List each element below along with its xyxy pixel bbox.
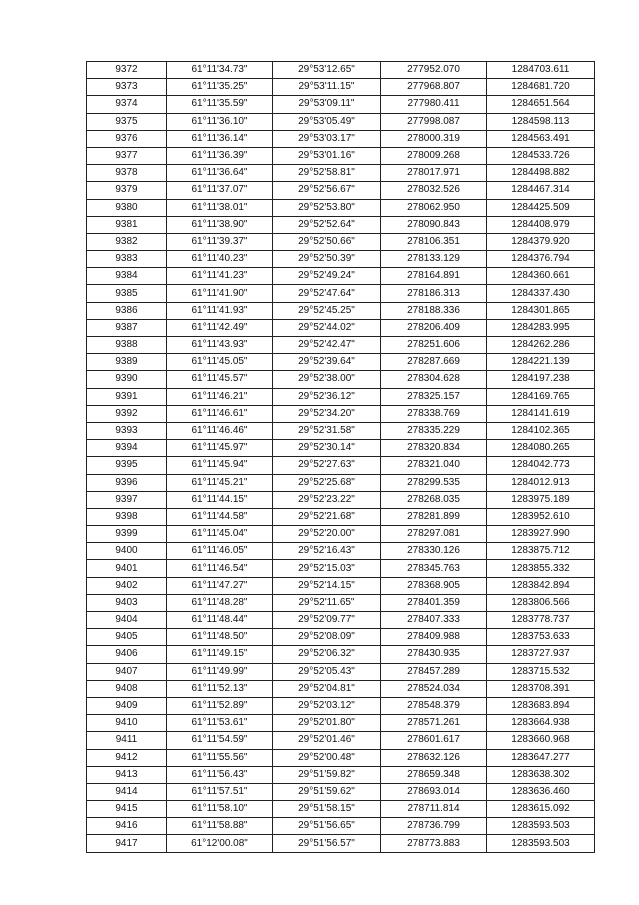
longitude-cell: 29°52'01.46" (273, 732, 381, 749)
longitude-cell: 29°52'15.03" (273, 560, 381, 577)
easting-cell: 278287.669 (381, 354, 487, 371)
table-row (87, 457, 595, 474)
point-number-cell: 9390 (87, 371, 167, 388)
northing-cell: 1283593.503 (487, 835, 595, 852)
northing-cell: 1284563.491 (487, 130, 595, 147)
easting-cell: 278000.319 (381, 130, 487, 147)
latitude-cell: 61°11'54.59" (167, 732, 273, 749)
point-number-cell: 9383 (87, 251, 167, 268)
longitude-cell: 29°52'50.39" (273, 251, 381, 268)
longitude-cell: 29°53'09.11" (273, 96, 381, 113)
longitude-cell: 29°52'09.77" (273, 612, 381, 629)
point-number-cell: 9408 (87, 680, 167, 697)
northing-cell: 1283855.332 (487, 560, 595, 577)
northing-cell: 1284498.882 (487, 165, 595, 182)
table-row (87, 285, 595, 302)
longitude-cell: 29°52'36.12" (273, 388, 381, 405)
table-row (87, 268, 595, 285)
table-row (87, 182, 595, 199)
point-number-cell: 9407 (87, 663, 167, 680)
table-row (87, 577, 595, 594)
longitude-cell: 29°52'00.48" (273, 749, 381, 766)
latitude-cell: 61°11'36.14" (167, 130, 273, 147)
table-row (87, 508, 595, 525)
latitude-cell: 61°11'39.37" (167, 233, 273, 250)
easting-cell: 277968.807 (381, 79, 487, 96)
longitude-cell: 29°52'06.32" (273, 646, 381, 663)
easting-cell: 278632.126 (381, 749, 487, 766)
point-number-cell: 9413 (87, 766, 167, 783)
coordinates-table (86, 61, 595, 853)
table-row (87, 749, 595, 766)
latitude-cell: 61°11'45.57" (167, 371, 273, 388)
latitude-cell: 61°11'46.05" (167, 543, 273, 560)
point-number-cell: 9381 (87, 216, 167, 233)
northing-cell: 1283636.460 (487, 783, 595, 800)
table-row (87, 543, 595, 560)
point-number-cell: 9409 (87, 697, 167, 714)
northing-cell: 1284141.619 (487, 405, 595, 422)
northing-cell: 1284337.430 (487, 285, 595, 302)
northing-cell: 1284703.611 (487, 62, 595, 79)
point-number-cell: 9380 (87, 199, 167, 216)
point-number-cell: 9398 (87, 508, 167, 525)
longitude-cell: 29°52'04.81" (273, 680, 381, 697)
longitude-cell: 29°52'52.64" (273, 216, 381, 233)
point-number-cell: 9374 (87, 96, 167, 113)
easting-cell: 278251.606 (381, 337, 487, 354)
easting-cell: 278401.359 (381, 594, 487, 611)
latitude-cell: 61°11'56.43" (167, 766, 273, 783)
point-number-cell: 9415 (87, 801, 167, 818)
latitude-cell: 61°11'34.73" (167, 62, 273, 79)
table-row (87, 440, 595, 457)
easting-cell: 278524.034 (381, 680, 487, 697)
longitude-cell: 29°52'34.20" (273, 405, 381, 422)
longitude-cell: 29°52'23.22" (273, 491, 381, 508)
latitude-cell: 61°11'49.99" (167, 663, 273, 680)
point-number-cell: 9404 (87, 612, 167, 629)
table-row (87, 388, 595, 405)
northing-cell: 1283952.610 (487, 508, 595, 525)
easting-cell: 278330.126 (381, 543, 487, 560)
northing-cell: 1284651.564 (487, 96, 595, 113)
table-row (87, 663, 595, 680)
easting-cell: 278548.379 (381, 697, 487, 714)
easting-cell: 277952.070 (381, 62, 487, 79)
northing-cell: 1283664.938 (487, 715, 595, 732)
table-row (87, 783, 595, 800)
longitude-cell: 29°52'27.63" (273, 457, 381, 474)
easting-cell: 278345.763 (381, 560, 487, 577)
table-row (87, 646, 595, 663)
easting-cell: 278009.268 (381, 147, 487, 164)
point-number-cell: 9394 (87, 440, 167, 457)
northing-cell: 1284598.113 (487, 113, 595, 130)
easting-cell: 278032.526 (381, 182, 487, 199)
point-number-cell: 9387 (87, 319, 167, 336)
table-row (87, 216, 595, 233)
northing-cell: 1284360.661 (487, 268, 595, 285)
point-number-cell: 9389 (87, 354, 167, 371)
point-number-cell: 9416 (87, 818, 167, 835)
point-number-cell: 9399 (87, 526, 167, 543)
northing-cell: 1284102.365 (487, 422, 595, 439)
northing-cell: 1284080.265 (487, 440, 595, 457)
northing-cell: 1284042.773 (487, 457, 595, 474)
easting-cell: 278773.883 (381, 835, 487, 852)
point-number-cell: 9417 (87, 835, 167, 852)
northing-cell: 1283715.532 (487, 663, 595, 680)
longitude-cell: 29°52'44.02" (273, 319, 381, 336)
easting-cell: 278368.905 (381, 577, 487, 594)
latitude-cell: 61°11'46.46" (167, 422, 273, 439)
longitude-cell: 29°52'21.68" (273, 508, 381, 525)
longitude-cell: 29°52'49.24" (273, 268, 381, 285)
table-row (87, 354, 595, 371)
table-row (87, 680, 595, 697)
table-row (87, 818, 595, 835)
easting-cell: 278659.348 (381, 766, 487, 783)
longitude-cell: 29°53'05.49" (273, 113, 381, 130)
northing-cell: 1284197.238 (487, 371, 595, 388)
easting-cell: 278430.935 (381, 646, 487, 663)
point-number-cell: 9396 (87, 474, 167, 491)
easting-cell: 278281.899 (381, 508, 487, 525)
easting-cell: 278299.535 (381, 474, 487, 491)
point-number-cell: 9403 (87, 594, 167, 611)
table-row (87, 801, 595, 818)
table-row (87, 96, 595, 113)
longitude-cell: 29°52'50.66" (273, 233, 381, 250)
longitude-cell: 29°53'11.15" (273, 79, 381, 96)
easting-cell: 278320.834 (381, 440, 487, 457)
northing-cell: 1283727.937 (487, 646, 595, 663)
point-number-cell: 9372 (87, 62, 167, 79)
easting-cell: 277998.087 (381, 113, 487, 130)
northing-cell: 1284301.865 (487, 302, 595, 319)
northing-cell: 1284169.765 (487, 388, 595, 405)
latitude-cell: 61°12'00.08" (167, 835, 273, 852)
point-number-cell: 9384 (87, 268, 167, 285)
easting-cell: 278601.617 (381, 732, 487, 749)
latitude-cell: 61°11'35.59" (167, 96, 273, 113)
easting-cell: 278268.035 (381, 491, 487, 508)
latitude-cell: 61°11'48.44" (167, 612, 273, 629)
northing-cell: 1283647.277 (487, 749, 595, 766)
longitude-cell: 29°51'56.65" (273, 818, 381, 835)
northing-cell: 1283638.302 (487, 766, 595, 783)
longitude-cell: 29°52'16.43" (273, 543, 381, 560)
latitude-cell: 61°11'44.15" (167, 491, 273, 508)
easting-cell: 278736.799 (381, 818, 487, 835)
point-number-cell: 9382 (87, 233, 167, 250)
latitude-cell: 61°11'46.61" (167, 405, 273, 422)
easting-cell: 278186.313 (381, 285, 487, 302)
longitude-cell: 29°52'53.80" (273, 199, 381, 216)
point-number-cell: 9405 (87, 629, 167, 646)
longitude-cell: 29°52'25.68" (273, 474, 381, 491)
longitude-cell: 29°52'08.09" (273, 629, 381, 646)
point-number-cell: 9400 (87, 543, 167, 560)
longitude-cell: 29°53'01.16" (273, 147, 381, 164)
table-row (87, 199, 595, 216)
longitude-cell: 29°52'20.00" (273, 526, 381, 543)
northing-cell: 1283683.894 (487, 697, 595, 714)
point-number-cell: 9385 (87, 285, 167, 302)
point-number-cell: 9376 (87, 130, 167, 147)
table-row (87, 732, 595, 749)
point-number-cell: 9391 (87, 388, 167, 405)
northing-cell: 1284283.995 (487, 319, 595, 336)
easting-cell: 278133.129 (381, 251, 487, 268)
northing-cell: 1283708.391 (487, 680, 595, 697)
easting-cell: 278106.351 (381, 233, 487, 250)
latitude-cell: 61°11'45.94" (167, 457, 273, 474)
table-row (87, 147, 595, 164)
northing-cell: 1283778.737 (487, 612, 595, 629)
northing-cell: 1284221.139 (487, 354, 595, 371)
latitude-cell: 61°11'45.97" (167, 440, 273, 457)
latitude-cell: 61°11'44.58" (167, 508, 273, 525)
table-row (87, 715, 595, 732)
longitude-cell: 29°52'01.80" (273, 715, 381, 732)
table-row (87, 371, 595, 388)
easting-cell: 278304.628 (381, 371, 487, 388)
longitude-cell: 29°51'58.15" (273, 801, 381, 818)
longitude-cell: 29°52'30.14" (273, 440, 381, 457)
table-row (87, 474, 595, 491)
latitude-cell: 61°11'53.61" (167, 715, 273, 732)
latitude-cell: 61°11'36.10" (167, 113, 273, 130)
point-number-cell: 9393 (87, 422, 167, 439)
point-number-cell: 9395 (87, 457, 167, 474)
easting-cell: 278409.988 (381, 629, 487, 646)
point-number-cell: 9406 (87, 646, 167, 663)
point-number-cell: 9397 (87, 491, 167, 508)
longitude-cell: 29°52'11.65" (273, 594, 381, 611)
point-number-cell: 9375 (87, 113, 167, 130)
easting-cell: 278017.971 (381, 165, 487, 182)
point-number-cell: 9373 (87, 79, 167, 96)
latitude-cell: 61°11'46.54" (167, 560, 273, 577)
northing-cell: 1284425.509 (487, 199, 595, 216)
easting-cell: 278090.843 (381, 216, 487, 233)
latitude-cell: 61°11'45.21" (167, 474, 273, 491)
longitude-cell: 29°52'14.15" (273, 577, 381, 594)
easting-cell: 278188.336 (381, 302, 487, 319)
table-row (87, 337, 595, 354)
longitude-cell: 29°52'05.43" (273, 663, 381, 680)
northing-cell: 1283875.712 (487, 543, 595, 560)
latitude-cell: 61°11'49.15" (167, 646, 273, 663)
latitude-cell: 61°11'52.13" (167, 680, 273, 697)
longitude-cell: 29°52'38.00" (273, 371, 381, 388)
point-number-cell: 9378 (87, 165, 167, 182)
longitude-cell: 29°52'56.67" (273, 182, 381, 199)
latitude-cell: 61°11'58.10" (167, 801, 273, 818)
northing-cell: 1284262.286 (487, 337, 595, 354)
longitude-cell: 29°52'31.58" (273, 422, 381, 439)
longitude-cell: 29°52'47.64" (273, 285, 381, 302)
latitude-cell: 61°11'36.39" (167, 147, 273, 164)
longitude-cell: 29°52'42.47" (273, 337, 381, 354)
easting-cell: 278321.040 (381, 457, 487, 474)
latitude-cell: 61°11'43.93" (167, 337, 273, 354)
latitude-cell: 61°11'38.01" (167, 199, 273, 216)
longitude-cell: 29°52'45.25" (273, 302, 381, 319)
table-row (87, 130, 595, 147)
table-row (87, 165, 595, 182)
table-row (87, 113, 595, 130)
table-row (87, 405, 595, 422)
longitude-cell: 29°52'39.64" (273, 354, 381, 371)
point-number-cell: 9411 (87, 732, 167, 749)
latitude-cell: 61°11'41.90" (167, 285, 273, 302)
latitude-cell: 61°11'35.25" (167, 79, 273, 96)
northing-cell: 1284376.794 (487, 251, 595, 268)
table-row (87, 302, 595, 319)
northing-cell: 1284467.314 (487, 182, 595, 199)
table-row (87, 233, 595, 250)
latitude-cell: 61°11'48.50" (167, 629, 273, 646)
latitude-cell: 61°11'55.56" (167, 749, 273, 766)
northing-cell: 1283927.990 (487, 526, 595, 543)
easting-cell: 278297.081 (381, 526, 487, 543)
point-number-cell: 9392 (87, 405, 167, 422)
point-number-cell: 9412 (87, 749, 167, 766)
northing-cell: 1283615.092 (487, 801, 595, 818)
easting-cell: 278407.333 (381, 612, 487, 629)
easting-cell: 278164.891 (381, 268, 487, 285)
latitude-cell: 61°11'45.04" (167, 526, 273, 543)
point-number-cell: 9402 (87, 577, 167, 594)
table-row (87, 835, 595, 852)
table-row (87, 319, 595, 336)
latitude-cell: 61°11'41.23" (167, 268, 273, 285)
latitude-cell: 61°11'37.07" (167, 182, 273, 199)
table-row (87, 560, 595, 577)
longitude-cell: 29°51'56.57" (273, 835, 381, 852)
northing-cell: 1284533.726 (487, 147, 595, 164)
table-row (87, 526, 595, 543)
longitude-cell: 29°53'12.65" (273, 62, 381, 79)
table-row (87, 629, 595, 646)
latitude-cell: 61°11'36.64" (167, 165, 273, 182)
table-row (87, 766, 595, 783)
northing-cell: 1283975.189 (487, 491, 595, 508)
easting-cell: 278335.229 (381, 422, 487, 439)
easting-cell: 278457.289 (381, 663, 487, 680)
northing-cell: 1284408.979 (487, 216, 595, 233)
northing-cell: 1283753.633 (487, 629, 595, 646)
longitude-cell: 29°51'59.62" (273, 783, 381, 800)
latitude-cell: 61°11'48.28" (167, 594, 273, 611)
point-number-cell: 9386 (87, 302, 167, 319)
table-row (87, 491, 595, 508)
point-number-cell: 9377 (87, 147, 167, 164)
latitude-cell: 61°11'40.23" (167, 251, 273, 268)
northing-cell: 1283842.894 (487, 577, 595, 594)
table-row (87, 612, 595, 629)
point-number-cell: 9388 (87, 337, 167, 354)
easting-cell: 278693.014 (381, 783, 487, 800)
point-number-cell: 9401 (87, 560, 167, 577)
table-row (87, 697, 595, 714)
latitude-cell: 61°11'47.27" (167, 577, 273, 594)
northing-cell: 1284012.913 (487, 474, 595, 491)
latitude-cell: 61°11'46.21" (167, 388, 273, 405)
coordinates-table-body (87, 62, 595, 853)
northing-cell: 1284681.720 (487, 79, 595, 96)
longitude-cell: 29°52'58.81" (273, 165, 381, 182)
latitude-cell: 61°11'58.88" (167, 818, 273, 835)
northing-cell: 1283593.503 (487, 818, 595, 835)
latitude-cell: 61°11'57.51" (167, 783, 273, 800)
point-number-cell: 9379 (87, 182, 167, 199)
easting-cell: 277980.411 (381, 96, 487, 113)
easting-cell: 278206.409 (381, 319, 487, 336)
longitude-cell: 29°52'03.12" (273, 697, 381, 714)
table-row (87, 594, 595, 611)
latitude-cell: 61°11'52.89" (167, 697, 273, 714)
latitude-cell: 61°11'45.05" (167, 354, 273, 371)
longitude-cell: 29°53'03.17" (273, 130, 381, 147)
point-number-cell: 9410 (87, 715, 167, 732)
northing-cell: 1283806.566 (487, 594, 595, 611)
longitude-cell: 29°51'59.82" (273, 766, 381, 783)
table-row (87, 422, 595, 439)
table-row (87, 251, 595, 268)
point-number-cell: 9414 (87, 783, 167, 800)
easting-cell: 278062.950 (381, 199, 487, 216)
table-row (87, 79, 595, 96)
northing-cell: 1284379.920 (487, 233, 595, 250)
latitude-cell: 61°11'42.49" (167, 319, 273, 336)
easting-cell: 278711.814 (381, 801, 487, 818)
easting-cell: 278571.261 (381, 715, 487, 732)
northing-cell: 1283660.968 (487, 732, 595, 749)
easting-cell: 278325.157 (381, 388, 487, 405)
latitude-cell: 61°11'38.90" (167, 216, 273, 233)
easting-cell: 278338.769 (381, 405, 487, 422)
latitude-cell: 61°11'41.93" (167, 302, 273, 319)
table-row (87, 62, 595, 79)
